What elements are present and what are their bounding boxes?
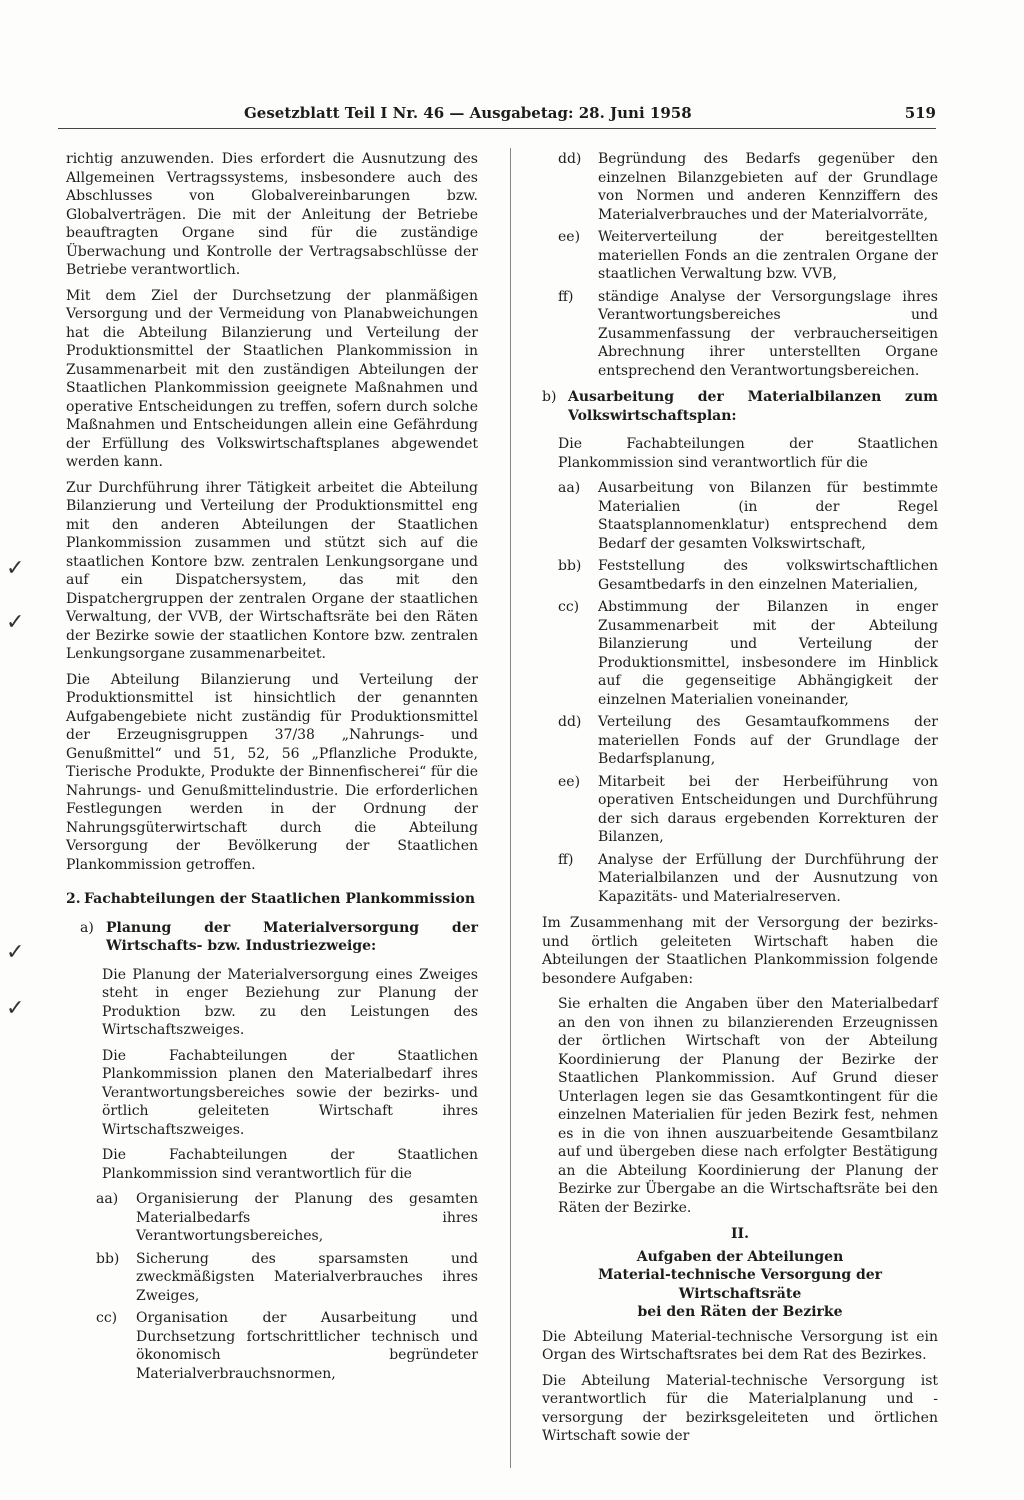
paragraph: Im Zusammenhang mit der Versorgung der bezirks- und örtlich geleiteten Wirtschaft haben die Abteilungen der Staatlichen Plankommission folgende besondere Aufgaben: [542,915,938,987]
item-list [558,479,938,906]
subsection-title: Ausarbeitung der Materialbilanzen zum Volkswirtschaftsplan: [568,389,938,424]
list-item [558,851,938,907]
subsection-heading [80,919,478,956]
item-text: ständige Analyse der Versorgungslage ihres Verantwortungsbereiches und Zusammenfassung der verbraucherseitigen Abrechnung ihrer unterstellten Organe entsprechend den Verantwortungsbereichen. [598,288,938,379]
item-marker: ee) [558,773,581,790]
item-text: Organisierung der Planung des gesamten Materialbedarfs ihres Verantwortungsbereiches, [136,1191,478,1244]
header-title: Gesetzblatt Teil I Nr. 46 — Ausgabetag: 28. Juni 1958 [244,104,692,122]
page-header [244,104,936,128]
item-marker: cc) [96,1310,118,1326]
subsection-marker: a) [80,919,94,936]
list-item [558,150,938,224]
section-title: Fachabteilungen der Staatlichen Plankommission [84,891,476,907]
list-item [558,598,938,709]
paragraph: Die Fachabteilungen der Staatlichen Plankommission planen den Materialbedarf ihres Verantwortungsbereiches sowie der bezirks- und örtlich geleiteten Wirtschaft ihres Wirtschaftszweiges. [102,1047,478,1138]
heading-line: bei den Räten der Bezirke [637,1304,843,1320]
list-item [96,1250,478,1306]
item-text: Begründung des Bedarfs gegenüber den einzelnen Bilanzgebieten auf der Grundlage von Normen und anderen Kennziffern des Materialverbrauches und der Materialvorräte, [598,151,938,223]
section-roman-numeral: II. [731,1226,749,1242]
subsection-marker: b) [542,389,557,405]
item-text: Ausarbeitung von Bilanzen für bestimmte Materialien (in der Regel Staatsplannomenklatur) entsprechend dem Bedarf der gesamten Volkswirtschaft, [598,480,938,552]
item-text: Verteilung des Gesamtaufkommens der materiellen Fonds auf der Grundlage der Bedarfsplanung, [598,714,938,767]
item-text: Analyse der Erfüllung der Durchführung der Materialbilanzen und der Ausnutzung von Kapazitäts- und Materialreserven. [598,851,938,905]
paragraph: Mit dem Ziel der Durchsetzung der planmäßigen Versorgung und der Vermeidung von Planabweichungen hat die Abteilung Bilanzierung und Verteilung der Produktionsmittel der Staatlichen Plankommission in Zusammenarbeit mit den zuständigen Abteilungen der Staatlichen Plankommission geeignete Maßnahmen und operative Entscheidungen zu treffen, sofern durch solche Maßnahmen und Entscheidungen allein eine Gefährdung der Erfüllung des Volkswirtschaftsplanes abgewendet werden kann. [66,287,478,470]
paragraph: Die Abteilung Bilanzierung und Verteilung der Produktionsmittel ist hinsichtlich der genannten Aufgabengebiete nicht zuständig für Produktionsmittel der Erzeugnisgruppen 37/38 „Nahrungs- und Genußmittel“ und 51, 52, 56 „Pflanzliche Produkte, Tierische Produkte, Produkte der Binnenfischerei“ für die Nahrungs- und Genußmittelindustrie. Die erforderlichen Festlegungen werden in der Ordnung der Nahrungsgüterwirtschaft durch die Abteilung Versorgung der Bevölkerung der Staatlichen Plankommission getroffen. [66,671,478,873]
paragraph: Sie erhalten die Angaben über den Materialbedarf an den von ihnen zu bilanzierenden Erzeugnissen der örtlichen Wirtschaft von der Abteilung Koordinierung der Planung der Bezirke der Staatlichen Plankommission. Auf Grund dieser Unterlagen legen sie das Gesamtkontingent für die einzelnen Materialien für jeden Bezirk fest, nehmen es in die von ihnen auszuarbeitende Gesamtbilanz auf und übergeben diese nach erfolgter Bestätigung an die Abteilung Koordinierung der Planung der Bezirke zur Übergabe an die Wirtschaftsräte bei den Räten der Bezirke. [558,996,938,1216]
margin-check-mark: ✓ [6,996,25,1021]
item-marker: ff) [558,851,574,868]
paragraph: Die Abteilung Material-technische Versorgung ist verantwortlich für die Materialplanung und -versorgung der bezirksgeleiteten und örtlichen Wirtschaft sowie der [542,1372,938,1444]
header-rule [58,128,936,129]
right-column [542,150,938,1453]
item-marker: dd) [558,714,582,730]
item-text: Feststellung des volkswirtschaftlichen Gesamtbedarfs in den einzelnen Materialien, [598,558,938,593]
section-heading [66,890,478,909]
item-list [558,150,938,380]
section-heading [542,1248,938,1322]
list-item [558,713,938,769]
item-marker: bb) [558,558,582,574]
margin-check-mark: ✓ [6,610,25,635]
item-text: Weiterverteilung der bereitgestellten materiellen Fonds an die zentralen Organe der staatlichen Verwaltung bzw. VVB, [598,229,938,282]
paragraph: Die Fachabteilungen der Staatlichen Plankommission sind verantwortlich für die [102,1147,478,1182]
margin-check-mark: ✓ [6,556,25,581]
item-marker: bb) [96,1250,120,1267]
paragraph: Die Abteilung Material-technische Versorgung ist ein Organ des Wirtschaftsrates bei dem Rat des Bezirkes. [542,1328,938,1363]
item-text: Abstimmung der Bilanzen in enger Zusammenarbeit mit der Abteilung Bilanzierung und Verteilung der Produktionsmittel, insbesondere im Hinblick auf die gegenseitige Abhängigkeit der einzelnen Materialien voneinander, [598,599,938,708]
list-item [558,228,938,284]
item-text: Sicherung des sparsamsten und zweckmäßigsten Materialverbrauches ihres Zweiges, [136,1250,478,1304]
subsection-body [102,966,478,1184]
heading-line: Aufgaben der Abteilungen [636,1248,844,1265]
list-item [96,1190,478,1246]
item-marker: ff) [558,288,574,305]
section-number: 2. [66,891,81,907]
item-marker: dd) [558,151,582,167]
paragraph: Zur Durchführung ihrer Tätigkeit arbeitet die Abteilung Bilanzierung und Verteilung der Produktionsmittel eng mit den anderen Abteilungen der Staatlichen Plankommission zusammen und stützt sich auf die staatlichen Kontore bzw. zentralen Lenkungsorgane und auf ein Dispatchersystem, das mit den Dispatchergruppen der zentralen Organe der staatlichen Verwaltung, der VVB, der Wirtschaftsräte bei den Räten der Bezirke sowie der staatlichen Kontore bzw. zentralen Lenkungsorgane zusammenarbeitet. [66,479,478,662]
margin-check-mark: ✓ [6,940,25,965]
list-item [96,1309,478,1383]
item-marker: aa) [96,1191,119,1207]
item-list [96,1190,478,1383]
left-column [66,150,478,1387]
column-separator [510,148,511,1468]
paragraph: Die Fachabteilungen der Staatlichen Plankommission sind verantwortlich für die [558,436,938,471]
item-marker: cc) [558,599,580,615]
list-item [558,773,938,847]
item-marker: aa) [558,480,581,496]
item-text: Mitarbeit bei der Herbeiführung von operativen Entscheidungen und Durchführung der sich daraus ergebenden Korrekturen der Bilanzen, [598,773,938,845]
list-item [558,479,938,553]
subsection-body [558,435,938,472]
item-marker: ee) [558,229,581,245]
page-number: 519 [904,104,936,122]
list-item [558,288,938,381]
heading-line: Material-technische Versorgung der Wirtschaftsräte [597,1267,883,1302]
list-item [558,557,938,594]
subsection-heading [542,388,938,425]
paragraph: Die Planung der Materialversorgung eines Zweiges steht in enger Beziehung zur Planung der Produktion bzw. zu den Leistungen des Wirtschaftszweiges. [102,966,478,1038]
paragraph: richtig anzuwenden. Dies erfordert die Ausnutzung des Allgemeinen Vertragssystems, insbesondere auch des Abschlusses von Globalvereinbarungen bzw. Globalverträgen. Die mit der Anleitung der Betriebe beauftragten Organe sind für die zuständige Überwachung und Kontrolle der Vertragsabschlüsse der Betriebe verantwortlich. [66,151,478,278]
subsection-title: Planung der Materialversorgung der Wirtschafts- bzw. Industriezweige: [106,919,478,954]
item-text: Organisation der Ausarbeitung und Durchsetzung fortschrittlicher technisch und ökonomisch begründeter Materialverbrauchsnormen, [136,1310,478,1382]
